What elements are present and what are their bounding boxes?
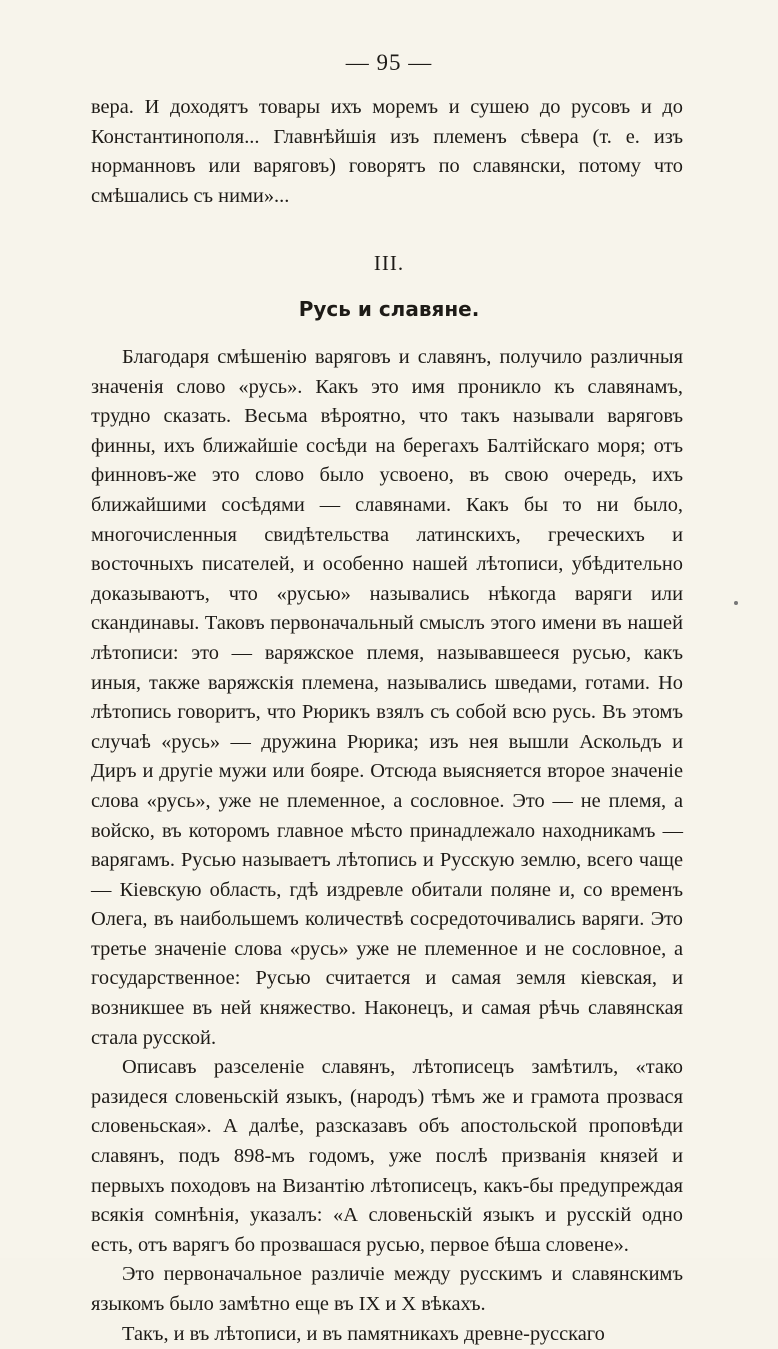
paragraph: Такъ, и въ лѣтописи, и въ памятникахъ древне-русскаго [122,1322,605,1345]
main-text [91,343,683,1349]
paragraph: Благодаря смѣшенію варяговъ и славянъ, получило различныя значенія слово «русь». Какъ это имя проникло къ славянамъ, трудно сказать. Весьма вѣроятно, что такъ называли варяговъ финны, ихъ ближайшіе сосѣди на берегахъ Балтійскаго моря; отъ финновъ-же это слово было усвоено, въ свою очередь, ихъ ближайшими сосѣдями — славянами. Какъ бы то ни было, многочисленныя свидѣтельства латинскихъ, греческихъ и восточныхъ писателей, и особенно нашей лѣтописи, убѣдительно доказываютъ, что «русью» назывались нѣкогда варяги или скандинавы. Таковъ первоначальный смыслъ этого имени въ нашей лѣтописи: это — варяжское племя, называвшееся русью, какъ иныя, также варяжскія племена, назывались шведами, готами. Но лѣтопись говоритъ, что Рюрикъ взялъ съ собой всю русь. Въ этомъ случаѣ «русь» — дружина Рюрика; изъ нея вышли Аскольдъ и Диръ и другіе мужи или бояре. Отсюда выясняется второе значеніе слова «русь», уже не племенное, а сословное. Это — не племя, а войско, въ которомъ главное мѣсто принадлежало находникамъ — варягамъ. Русью называетъ лѣтопись и Русскую землю, всего чаще — Кіевскую область, гдѣ издревле обитали поляне и, со временъ Олега, въ наибольшемъ количествѣ сосредоточивались варяги. Это третье значеніе слова «русь» уже не племенное и не сословное, а государственное: Русью считается и самая земля кіевская, и возникшее въ ней княжество. Наконецъ, и самая рѣчь славянская стала русской. [91,346,683,1049]
section-number: III. [373,251,405,275]
paragraph: Это первоначальное различіе между русскимъ и славянскимъ языкомъ было замѣтно еще въ IX и X вѣкахъ. [91,1263,683,1315]
margin-dot [734,601,738,605]
intro-text [91,93,683,211]
intro-paragraph: вера. И доходятъ товары ихъ моремъ и сушею до русовъ и до Константинополя... Главнѣйшія изъ племенъ сѣвера (т. е. изъ норманновъ или варяговъ) говорятъ по славянски, потому что смѣшались съ ними»... [91,96,683,207]
page-number: — 95 — [345,50,433,75]
paragraph: Описавъ разселеніе славянъ, лѣтописецъ замѣтилъ, «тако разидеся словеньскій языкъ, (народъ) тѣмъ же и грамота прозвася словеньская». А далѣе, разсказавъ объ апостольской проповѣди славянъ, подъ 898-мъ годомъ, уже послѣ призванія князей и первыхъ походовъ на Византію лѣтописецъ, какъ-бы предупреждая всякія сомнѣнія, указалъ: «А словеньскій языкъ и русскій одно есть, отъ варягъ бо прозвашася русью, первое бѣша словене». [91,1056,683,1256]
section-title: Русь и славяне. [298,297,480,321]
